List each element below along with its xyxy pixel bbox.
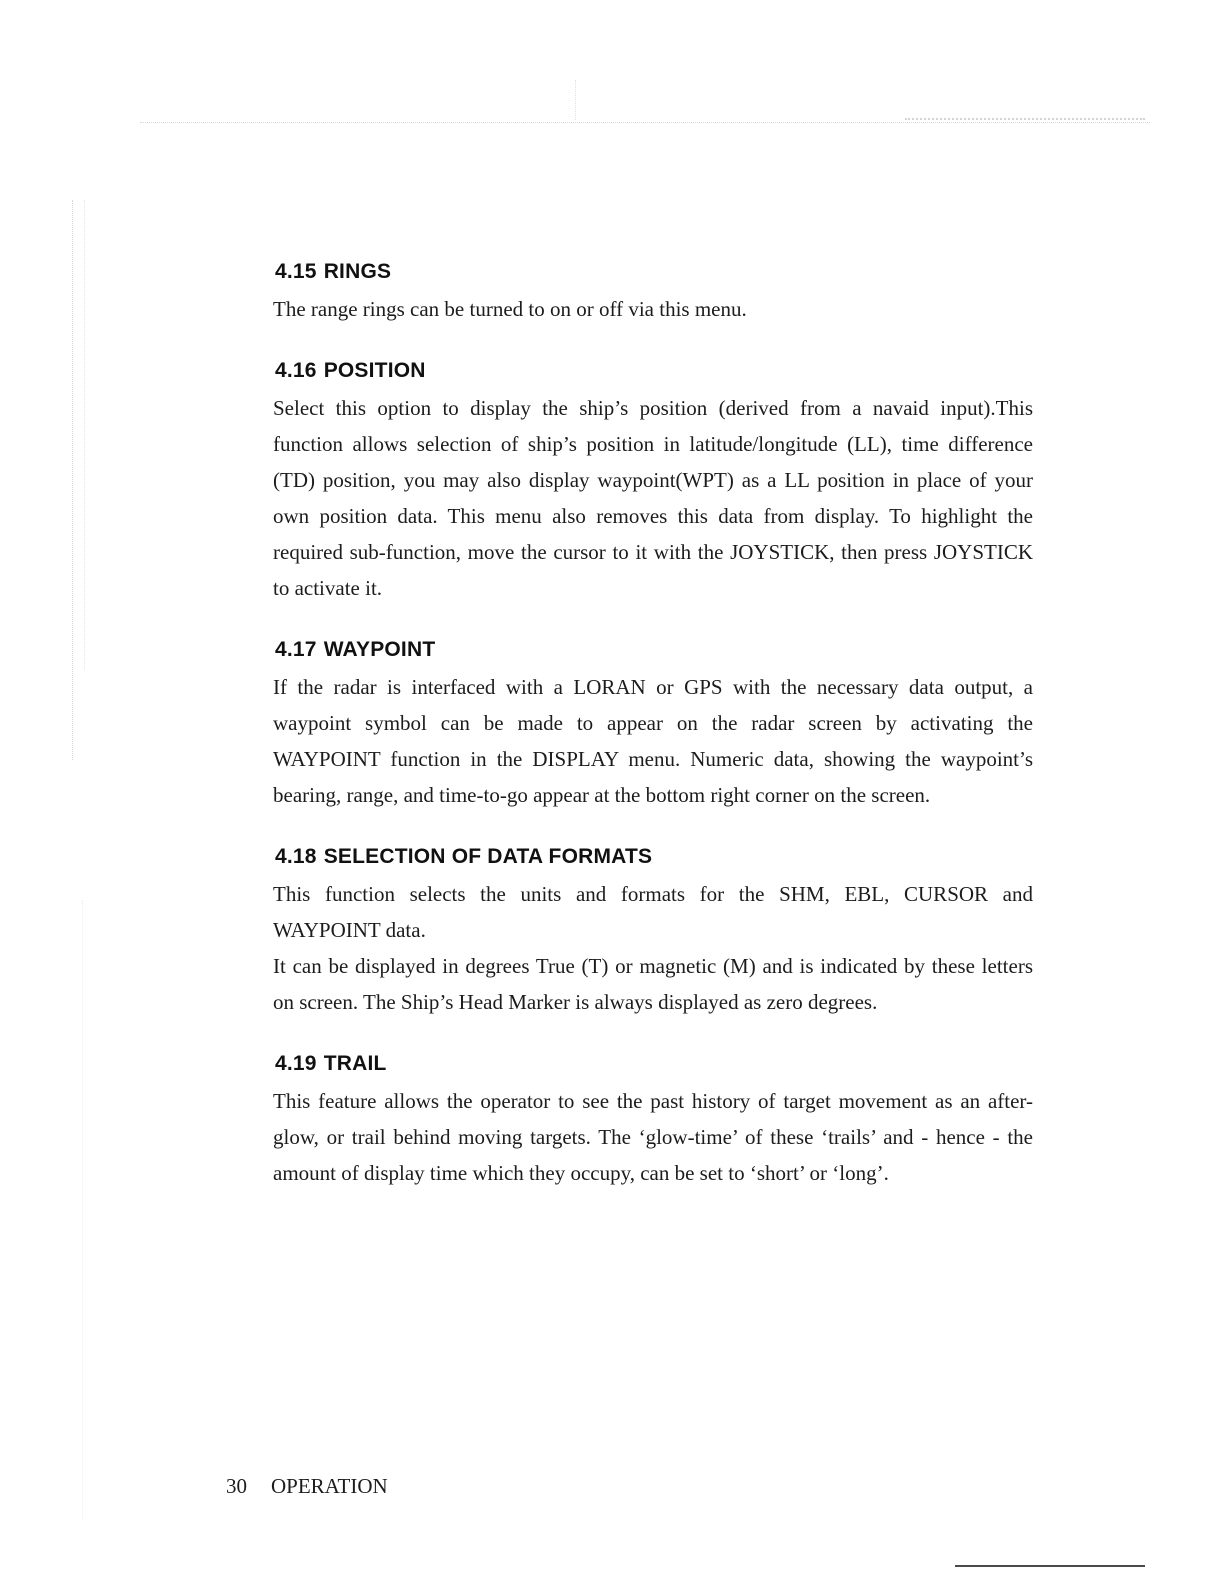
section-paragraph: Select this option to display the ship’s position (derived from a navaid input).This function allows selection of ship’s position in latitude/longitude (LL), time difference (TD) position, you may also display waypoint(WPT) as a LL position in place of your own position data. This menu also removes this data from display. To highlight the required sub-function, move the cursor to it with the JOYSTICK, then press JOYSTICK to activate it. bbox=[273, 396, 1033, 600]
section-number: 4.18 bbox=[275, 845, 317, 868]
section-heading bbox=[275, 1050, 1033, 1078]
section-paragraph: The range rings can be turned to on or off via this menu. bbox=[273, 297, 747, 321]
scan-artifact-bottom-line bbox=[955, 1565, 1145, 1567]
section-heading bbox=[275, 258, 1033, 286]
section-title: RINGS bbox=[323, 260, 392, 283]
section-data-formats bbox=[273, 843, 1033, 1020]
section-number: 4.15 bbox=[275, 260, 317, 283]
main-content bbox=[273, 258, 1033, 1221]
scan-artifact-top-mid bbox=[575, 80, 580, 120]
section-title: WAYPOINT bbox=[323, 638, 436, 661]
scan-artifact-left-edge bbox=[72, 200, 79, 760]
section-number: 4.16 bbox=[275, 359, 317, 382]
section-heading bbox=[275, 843, 1033, 871]
section-paragraph: If the radar is interfaced with a LORAN or GPS with the necessary data output, a waypoint symbol can be made to appear on the radar screen by activating the WAYPOINT function in the DISPLAY menu. Numeric data, showing the waypoint’s bearing, range, and time-to-go appear at the bottom right corner on the screen. bbox=[273, 675, 1033, 807]
section-position bbox=[273, 357, 1033, 606]
section-number: 4.17 bbox=[275, 638, 317, 661]
section-trail bbox=[273, 1050, 1033, 1191]
section-heading bbox=[275, 357, 1033, 385]
section-paragraph: It can be displayed in degrees True (T) or magnetic (M) and is indicated by these letters on screen. The Ship’s Head Marker is always displayed as zero degrees. bbox=[273, 954, 1033, 1014]
section-title: SELECTION OF DATA FORMATS bbox=[323, 845, 653, 868]
scan-artifact-top-right bbox=[905, 118, 1145, 126]
section-rings bbox=[273, 258, 1033, 327]
chapter-name: OPERATION bbox=[271, 1474, 388, 1498]
page-number: 30 bbox=[226, 1474, 247, 1498]
page-footer bbox=[226, 1472, 388, 1500]
section-waypoint bbox=[273, 636, 1033, 813]
section-title: TRAIL bbox=[323, 1052, 387, 1075]
section-paragraph: This feature allows the operator to see the past history of target movement as an after-glow, or trail behind moving targets. The ‘glow-time’ of these ‘trails’ and - hence - the amount of display time which they occupy, can be set to ‘short’ or ‘long’. bbox=[273, 1089, 1033, 1185]
section-number: 4.19 bbox=[275, 1052, 317, 1075]
scan-artifact-left-lower bbox=[82, 900, 87, 1520]
scan-artifact-left-edge-inner bbox=[84, 200, 91, 670]
section-title: POSITION bbox=[323, 359, 426, 382]
section-paragraph: This function selects the units and formats for the SHM, EBL, CURSOR and WAYPOINT data. bbox=[273, 882, 1033, 942]
section-heading bbox=[275, 636, 1033, 664]
